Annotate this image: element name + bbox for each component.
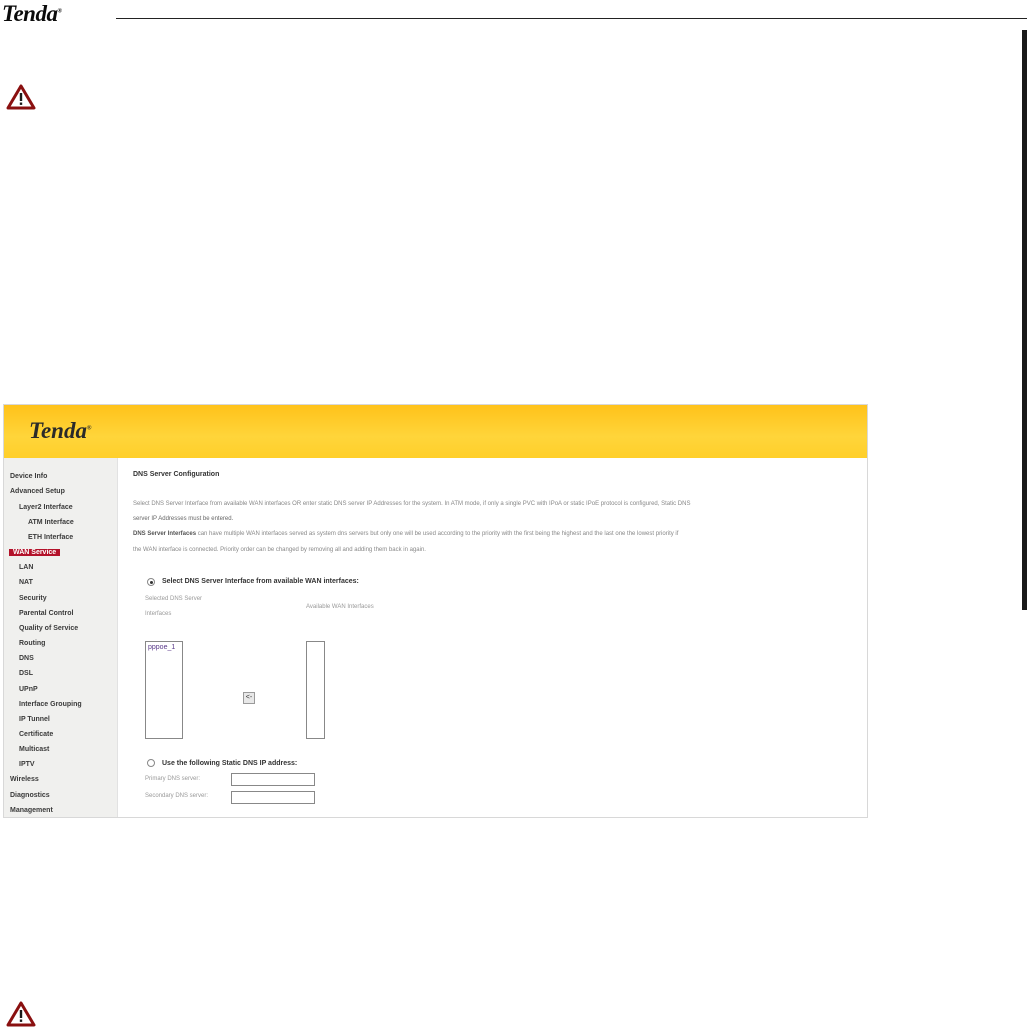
- page-edge-bar: [1022, 30, 1027, 610]
- sidebar-item-routing[interactable]: Routing: [19, 640, 46, 647]
- sidebar-item-wan-service[interactable]: WAN Service: [9, 549, 60, 556]
- sidebar-item-dns[interactable]: DNS: [19, 655, 34, 662]
- sidebar-item-parental-control[interactable]: Parental Control: [19, 610, 74, 617]
- selected-dns-interfaces-list[interactable]: [145, 641, 183, 739]
- sidebar-item-advanced-setup[interactable]: Advanced Setup: [10, 488, 65, 495]
- sidebar-item-ip-tunnel[interactable]: IP Tunnel: [19, 716, 50, 723]
- wan-interface-radio[interactable]: [147, 578, 155, 586]
- sidebar-item-wireless[interactable]: Wireless: [10, 776, 39, 783]
- selected-interfaces-header: Interfaces: [145, 611, 172, 617]
- description-line: the WAN interface is connected. Priority order can be changed by removing all and adding them back in again.: [133, 547, 426, 553]
- secondary-dns-field[interactable]: [231, 791, 315, 804]
- primary-dns-field[interactable]: [231, 773, 315, 786]
- tenda-logo: Tenda®: [2, 1, 62, 26]
- list-item[interactable]: pppoe_1: [148, 644, 176, 651]
- static-dns-option-label: Use the following Static DNS IP address:: [162, 760, 298, 767]
- sidebar-item-multicast[interactable]: Multicast: [19, 746, 50, 753]
- dns-config-panel: [132, 458, 868, 818]
- sidebar-item-layer2-interface[interactable]: Layer2 Interface: [19, 504, 73, 511]
- description-line: Select DNS Server Interface from available WAN interfaces OR enter static DNS server IP Addresses for the system. In ATM mode, if only a single PVC with IPoA or static IPoE protocol is configured, Static DNS: [133, 501, 691, 507]
- warning-icon: [6, 1001, 36, 1027]
- sidebar-item-upnp[interactable]: UPnP: [19, 686, 38, 693]
- warning-icon: [6, 84, 36, 110]
- sidebar-item-atm-interface[interactable]: ATM Interface: [28, 519, 74, 526]
- page-title: DNS Server Configuration: [133, 471, 220, 478]
- router-screenshot: [3, 404, 868, 818]
- secondary-dns-label: Secondary DNS server:: [145, 793, 209, 799]
- router-sidebar: [4, 458, 118, 818]
- router-logo: Tenda®: [29, 418, 92, 443]
- sidebar-item-certificate[interactable]: Certificate: [19, 731, 54, 738]
- sidebar-item-device-info[interactable]: Device Info: [10, 473, 48, 480]
- description-text: can have multiple WAN interfaces served as system dns servers but only one will be used according to the priority with the first being the highest and the last one the lowest priority if: [196, 531, 679, 537]
- sidebar-item-management[interactable]: Management: [10, 807, 53, 814]
- selected-interfaces-header: Selected DNS Server: [145, 596, 203, 602]
- primary-dns-label: Primary DNS server:: [145, 776, 201, 782]
- available-interfaces-header: Available WAN Interfaces: [306, 604, 374, 610]
- sidebar-item-iptv[interactable]: IPTV: [19, 761, 35, 768]
- static-dns-radio[interactable]: [147, 759, 155, 767]
- sidebar-item-diagnostics[interactable]: Diagnostics: [10, 792, 50, 799]
- sidebar-item-quality-of-service[interactable]: Quality of Service: [19, 625, 79, 632]
- header-rule: [116, 18, 1027, 19]
- document-header: [0, 0, 1027, 24]
- description-line: [133, 531, 678, 537]
- sidebar-item-eth-interface[interactable]: ETH Interface: [28, 534, 74, 541]
- available-wan-interfaces-list[interactable]: [306, 641, 325, 739]
- sidebar-item-security[interactable]: Security: [19, 595, 47, 602]
- router-banner: [4, 405, 868, 458]
- description-emphasis: DNS Server Interfaces: [133, 531, 197, 537]
- sidebar-item-dsl[interactable]: DSL: [19, 670, 33, 677]
- remove-interface-button[interactable]: <-: [243, 692, 255, 704]
- sidebar-item-interface-grouping[interactable]: Interface Grouping: [19, 701, 82, 708]
- wan-interface-option-label: Select DNS Server Interface from available WAN interfaces:: [162, 578, 359, 585]
- description-line: server IP Addresses must be entered.: [133, 516, 234, 522]
- sidebar-item-nat[interactable]: NAT: [19, 579, 33, 586]
- sidebar-item-lan[interactable]: LAN: [19, 564, 34, 571]
